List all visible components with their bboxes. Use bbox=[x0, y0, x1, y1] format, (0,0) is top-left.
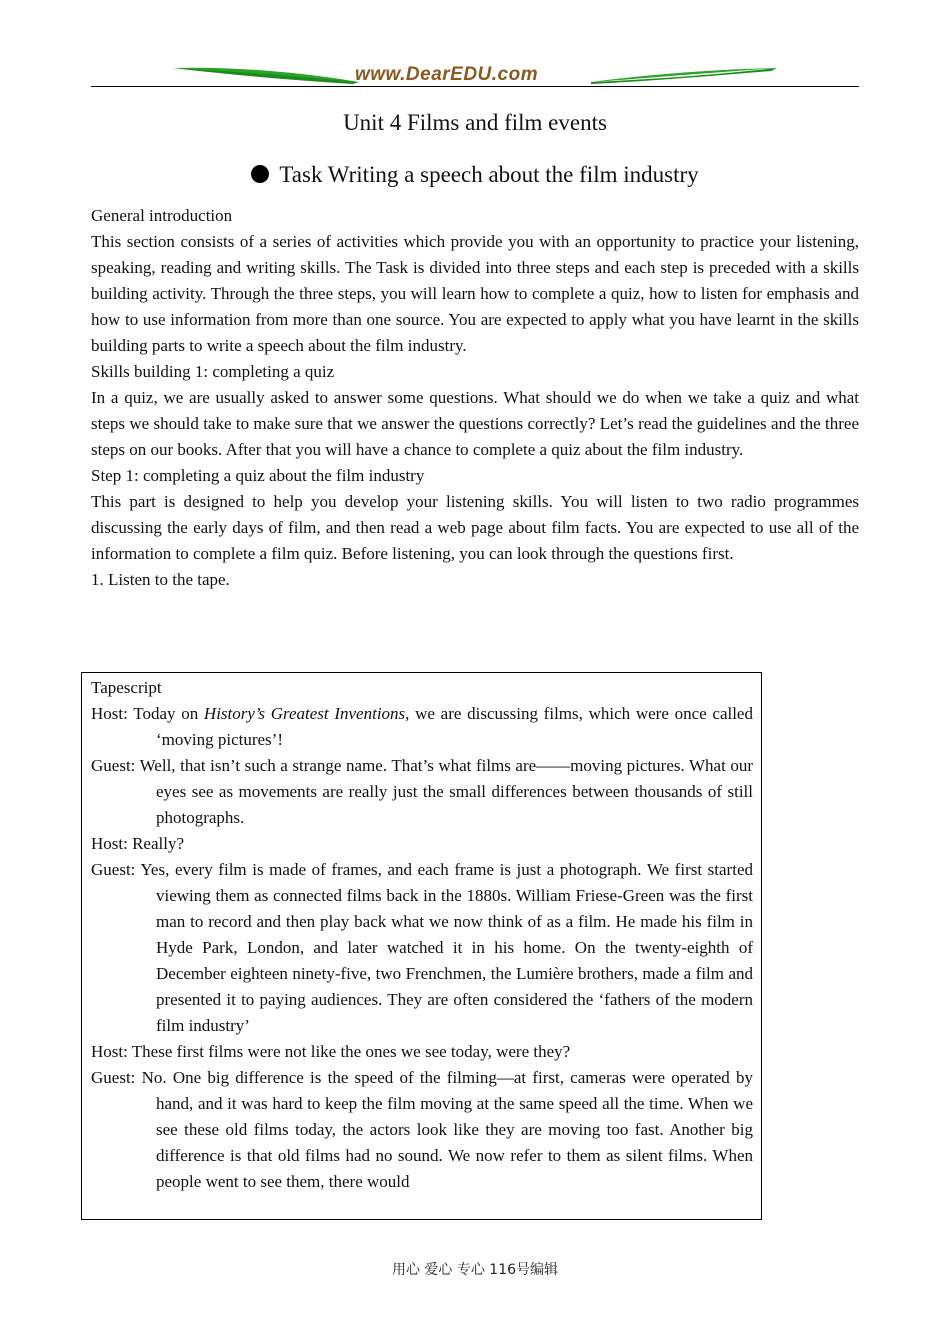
page-title: Unit 4 Films and film events bbox=[343, 110, 607, 135]
dialogue-turn bbox=[91, 1039, 753, 1065]
header-rule bbox=[91, 86, 859, 87]
dialogue-turn bbox=[91, 857, 753, 1039]
page-footer: 用心 爱心 专心 116号编辑 bbox=[391, 1262, 559, 1278]
turn-text: Really? bbox=[132, 834, 185, 853]
site-header bbox=[91, 60, 859, 90]
speaker-label: Host: bbox=[91, 704, 134, 723]
dialogue-turn bbox=[91, 831, 753, 857]
turn-text: , we are discussing films, which were once called ‘moving pictures’! bbox=[156, 704, 753, 749]
dialogue-turn bbox=[91, 1065, 753, 1195]
speaker-label: Guest: bbox=[91, 756, 140, 775]
section-heading: Skills building 1: completing a quiz bbox=[91, 362, 335, 381]
section-heading: General introduction bbox=[91, 206, 233, 225]
speaker-label: Host: bbox=[91, 1042, 132, 1061]
show-title: History’s Greatest Inventions bbox=[203, 704, 406, 723]
dialogue-turn bbox=[91, 701, 753, 753]
speaker-label: Guest: bbox=[91, 1068, 142, 1087]
speaker-label: Host: bbox=[91, 834, 133, 853]
turn-text: Well, that isn’t such a strange name. That’s what films are——moving pictures. What our eyes see as movements are really just the small differences between thousands of still photographs. bbox=[139, 756, 753, 827]
section-body: This section consists of a series of activities which provide you with an opportunity to practice your listening, speaking, reading and writing skills. The Task is divided into three steps and each step is preceded with a skills building activity. Through the three steps, you will learn how to complete a quiz, how to listen for emphasis and how to use information from more than one source. You are expected to apply what you have learnt in the skills building parts to write a speech about the film industry. bbox=[91, 232, 859, 355]
tapescript-box bbox=[81, 672, 762, 1220]
turn-text: Yes, every film is made of frames, and each frame is just a photograph. We first started viewing them as connected films back in the 1880s. William Friese-Green was the first man to record and then play back what we now think of as a film. He made his film in Hyde Park, London, and later watched it in his home. On the twenty-eighth of December eighteen ninety-five, two Frenchmen, the Lumière brothers, made a film and presented it to paying audiences. They are often considered the ‘fathers of the modern film industry’ bbox=[140, 860, 753, 1035]
task-subtitle bbox=[91, 162, 859, 188]
turn-text: These first films were not like the ones we see today, were they? bbox=[131, 1042, 571, 1061]
section-body: In a quiz, we are usually asked to answer some questions. What should we do when we take a quiz and what steps we should take to make sure that we answer the questions correctly? Let’s read the guidelines and the three steps on our books. After that you will have a chance to complete a quiz about the film industry. bbox=[91, 388, 859, 459]
section-heading: Step 1: completing a quiz about the film industry bbox=[91, 466, 425, 485]
instruction: 1. Listen to the tape. bbox=[91, 570, 230, 589]
main-content bbox=[91, 203, 859, 593]
bullet-icon bbox=[251, 165, 269, 183]
subtitle-text: Task Writing a speech about the film industry bbox=[279, 162, 699, 187]
tapescript-label: Tapescript bbox=[91, 678, 162, 697]
speaker-label: Guest: bbox=[91, 860, 141, 879]
turn-text: Today on bbox=[133, 704, 204, 723]
turn-text: No. One big difference is the speed of the filming—at first, cameras were operated by hand, and it was hard to keep the film moving at the same speed all the time. When we see these old films today, the actors look like they are moving too fast. Another big difference is that old films had no sound. We now refer to them as silent films. When people went to see them, there would bbox=[141, 1068, 753, 1191]
section-body: This part is designed to help you develop your listening skills. You will listen to two radio programmes discussing the early days of film, and then read a web page about film facts. You are expected to use all of the information to complete a film quiz. Before listening, you can look through the questions first. bbox=[91, 492, 859, 563]
dialogue-turn bbox=[91, 753, 753, 831]
site-url: www.DearEDU.com bbox=[355, 64, 539, 85]
